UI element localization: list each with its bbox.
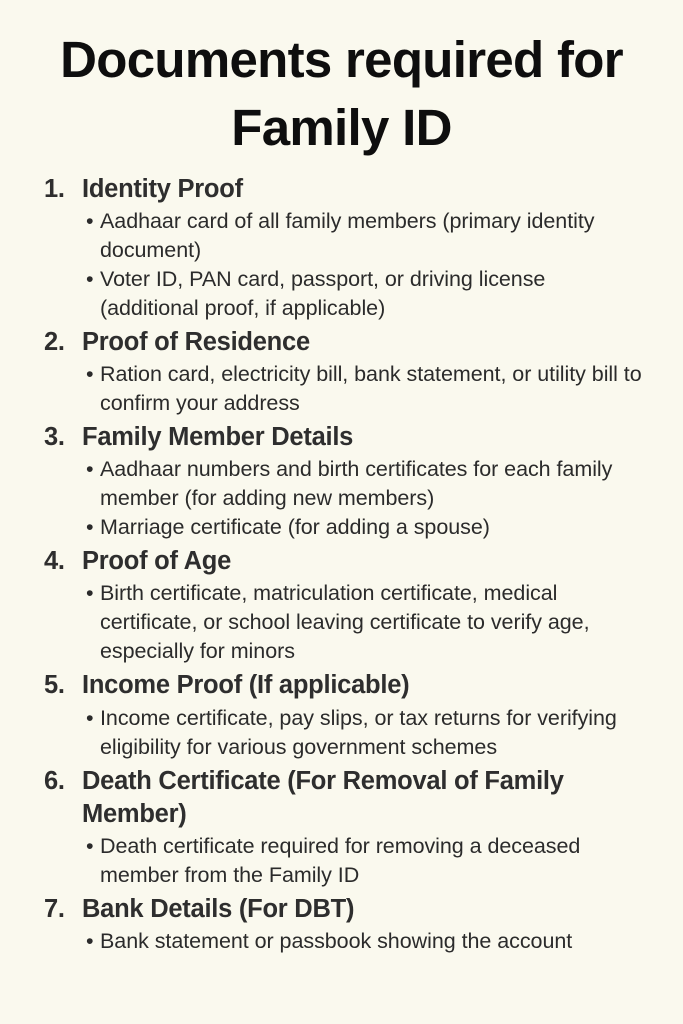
bullet-item [86, 832, 643, 890]
bullet-dot-icon: • [86, 208, 94, 233]
bullet-item [86, 927, 643, 956]
section-title: Family Member Details [82, 423, 354, 452]
bullet-dot-icon: • [86, 515, 94, 540]
bullet-dot-icon: • [86, 457, 94, 482]
section-heading [44, 170, 643, 207]
bullet-item [86, 513, 643, 542]
section-heading [44, 762, 643, 832]
bullet-list [44, 927, 643, 956]
section-heading [44, 418, 643, 455]
list-item [44, 890, 643, 956]
bullet-item [86, 455, 643, 513]
section-heading [44, 542, 643, 579]
list-item [44, 170, 643, 323]
bullet-text: Aadhaar card of all family members (primary identity document) [100, 208, 595, 262]
list-item [44, 542, 643, 666]
bullet-text: Marriage certificate (for adding a spouse) [100, 515, 490, 540]
section-title: Proof of Age [82, 547, 232, 576]
bullet-text: Death certificate required for removing a deceased member from the Family ID [100, 833, 581, 887]
section-number: 7. [44, 894, 65, 923]
bullet-text: Income certificate, pay slips, or tax returns for verifying eligibility for various government schemes [100, 705, 617, 759]
section-title: Death Certificate (For Removal of Family Member) [82, 766, 564, 828]
bullet-text: Voter ID, PAN card, passport, or driving license (additional proof, if applicable) [100, 266, 546, 320]
list-item [44, 762, 643, 890]
bullet-list [44, 704, 643, 762]
list-item [44, 666, 643, 761]
page-title: Documents required for Family ID [60, 31, 623, 156]
bullet-list [44, 360, 643, 418]
section-heading [44, 323, 643, 360]
bullet-dot-icon: • [86, 362, 94, 386]
bullet-text: Ration card, electricity bill, bank statement, or utility bill to confirm your address [100, 362, 642, 416]
bullet-dot-icon: • [86, 833, 94, 858]
section-number: 2. [44, 327, 65, 356]
bullet-item [86, 360, 643, 418]
section-number: 3. [44, 423, 65, 452]
bullet-dot-icon: • [86, 705, 94, 730]
section-title: Proof of Residence [82, 327, 310, 356]
section-title: Income Proof (If applicable) [82, 671, 410, 700]
bullet-item [86, 579, 643, 666]
bullet-text: Birth certificate, matriculation certificate, medical certificate, or school leaving certificate to verify age, especially for minors [100, 581, 590, 664]
bullet-dot-icon: • [86, 581, 94, 606]
requirements-list [0, 162, 683, 956]
section-number: 4. [44, 547, 65, 576]
section-heading [44, 890, 643, 927]
bullet-dot-icon: • [86, 266, 94, 291]
bullet-item [86, 265, 643, 323]
section-number: 1. [44, 174, 65, 203]
bullet-item [86, 207, 643, 265]
bullet-dot-icon: • [86, 929, 94, 954]
bullet-list [44, 579, 643, 666]
section-heading [44, 666, 643, 703]
bullet-item [86, 704, 643, 762]
bullet-list [44, 455, 643, 542]
list-item [44, 418, 643, 542]
bullet-list [44, 832, 643, 890]
list-item [44, 323, 643, 418]
bullet-text: Aadhaar numbers and birth certificates for each family member (for adding new members) [100, 457, 613, 511]
section-title: Identity Proof [82, 174, 243, 203]
section-number: 5. [44, 671, 65, 700]
bullet-list [44, 207, 643, 323]
section-title: Bank Details (For DBT) [82, 894, 355, 923]
section-number: 6. [44, 766, 65, 795]
bullet-text: Bank statement or passbook showing the account [100, 929, 573, 954]
